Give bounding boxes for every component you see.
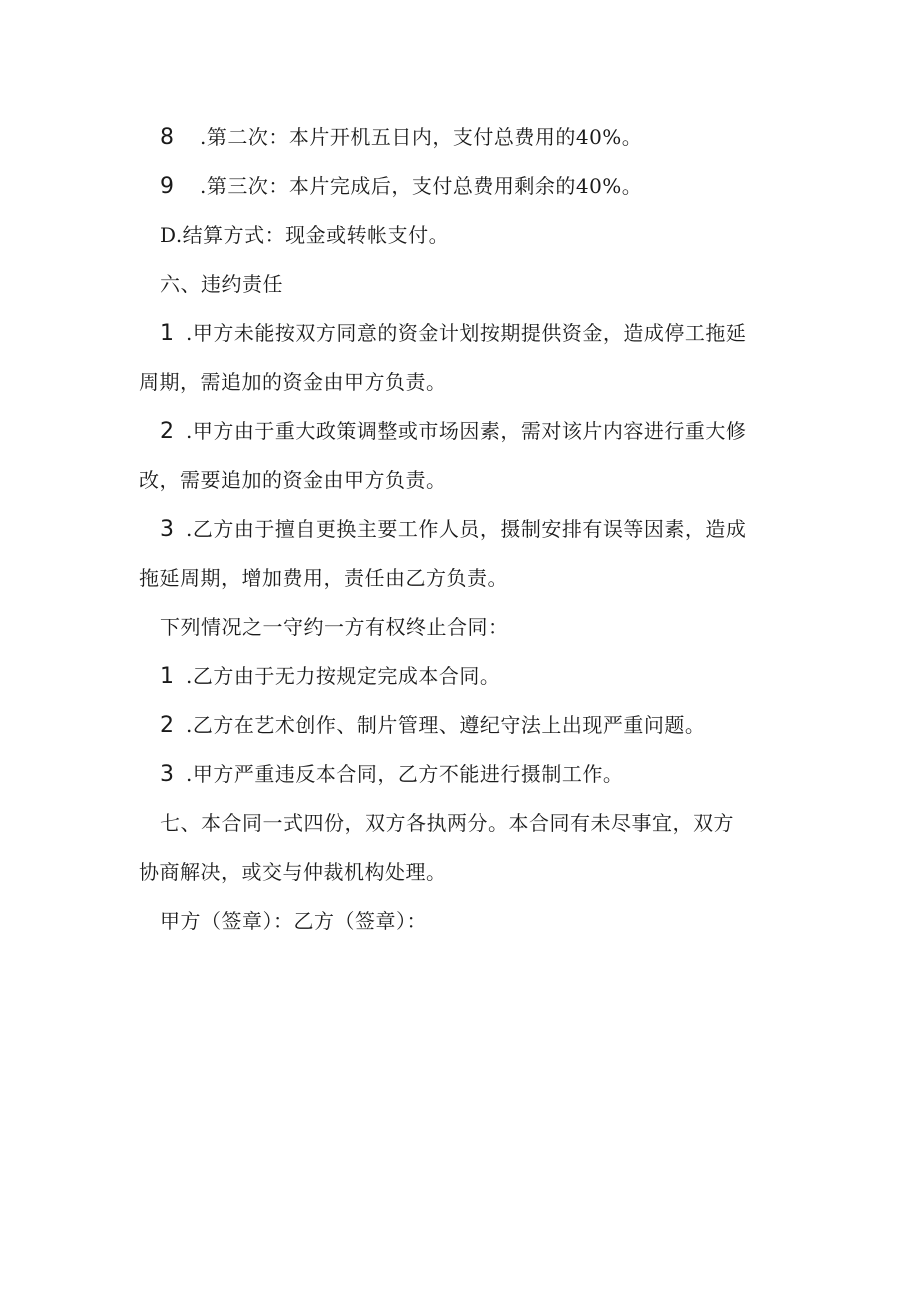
clause-number: 2 bbox=[160, 713, 175, 738]
signature-line bbox=[160, 909, 427, 933]
clause-text: 改，需要追加的资金由甲方负责。 bbox=[139, 468, 447, 492]
section-seven bbox=[160, 811, 734, 835]
clause-number: 3 bbox=[160, 762, 175, 787]
clause-number: 1 bbox=[160, 321, 175, 346]
clause-text: .第三次：本片完成后，支付总费用剩余的40%。 bbox=[200, 174, 643, 198]
paragraph-text: D.结算方式：现金或转帐支付。 bbox=[160, 223, 450, 247]
section-heading-liability bbox=[160, 272, 283, 296]
liability-clause-2 bbox=[160, 419, 746, 444]
paragraph-text: 下列情况之一守约一方有权终止合同： bbox=[160, 615, 509, 639]
section-seven-continued bbox=[139, 860, 447, 884]
liability-clause-1 bbox=[160, 321, 746, 346]
clause-text: .甲方严重违反本合同，乙方不能进行摄制工作。 bbox=[186, 762, 624, 786]
clause-text: 周期，需追加的资金由甲方负责。 bbox=[139, 370, 447, 394]
termination-clause-2 bbox=[160, 713, 705, 738]
clause-text: .乙方由于无力按规定完成本合同。 bbox=[186, 664, 501, 688]
clause-text: .乙方在艺术创作、制片管理、遵纪守法上出现严重问题。 bbox=[186, 713, 706, 737]
clause-number: 2 bbox=[160, 419, 175, 444]
clause-text: .第二次：本片开机五日内，支付总费用的40%。 bbox=[200, 125, 643, 149]
liability-clause-1-continued bbox=[139, 370, 447, 394]
section-heading: 六、违约责任 bbox=[160, 272, 283, 296]
paragraph-text: 七、本合同一式四份，双方各执两分。本合同有未尽事宜，双方 bbox=[160, 811, 734, 835]
clause-9-payment-third bbox=[160, 174, 642, 199]
clause-number: 1 bbox=[160, 664, 175, 689]
clause-number: 9 bbox=[160, 174, 175, 199]
termination-intro bbox=[160, 615, 509, 639]
termination-clause-1 bbox=[160, 664, 500, 689]
liability-clause-3 bbox=[160, 517, 746, 542]
clause-text: .甲方未能按双方同意的资金计划按期提供资金，造成停工拖延 bbox=[186, 321, 747, 345]
paragraph-text: 协商解决，或交与仲裁机构处理。 bbox=[139, 860, 447, 884]
clause-number: 8 bbox=[160, 125, 175, 150]
clause-text: .乙方由于擅自更换主要工作人员，摄制安排有误等因素，造成 bbox=[186, 517, 747, 541]
termination-clause-3 bbox=[160, 762, 623, 787]
signature-text: 甲方（签章）：乙方（签章）： bbox=[160, 909, 427, 933]
clause-8-payment-second bbox=[160, 125, 642, 150]
clause-number: 3 bbox=[160, 517, 175, 542]
clause-text: .甲方由于重大政策调整或市场因素，需对该片内容进行重大修 bbox=[186, 419, 747, 443]
settlement-method bbox=[160, 223, 449, 247]
clause-text: 拖延周期，增加费用，责任由乙方负责。 bbox=[139, 566, 508, 590]
liability-clause-3-continued bbox=[139, 566, 508, 590]
liability-clause-2-continued bbox=[139, 468, 447, 492]
